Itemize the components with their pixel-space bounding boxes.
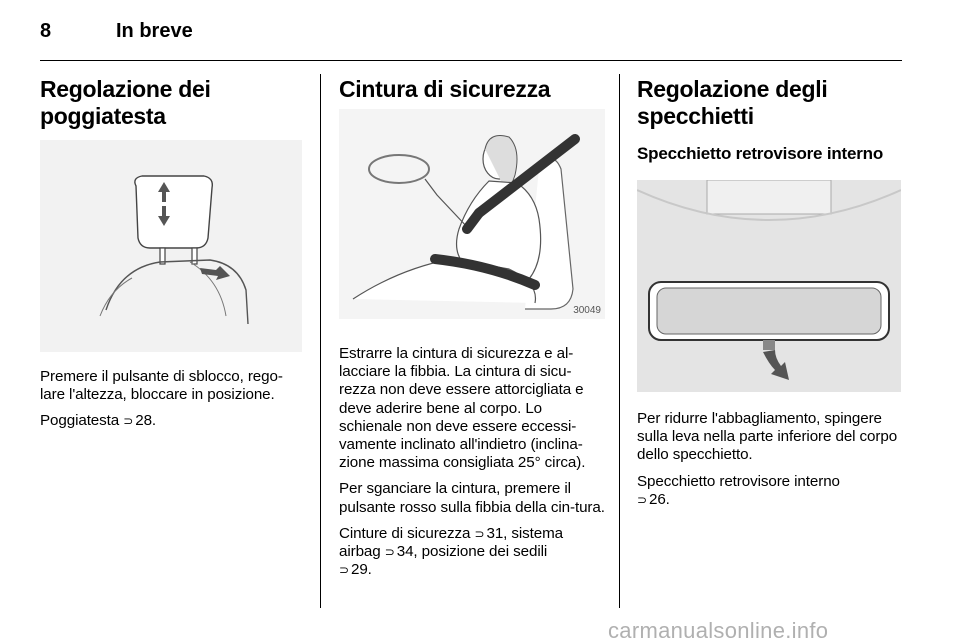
header-rule: [40, 60, 902, 61]
page-ref-icon: ⊃: [474, 526, 485, 541]
page-header: [40, 20, 900, 60]
section-title: In breve: [116, 20, 193, 42]
rearview-mirror-illustration-icon: [637, 180, 901, 392]
page-ref-icon: ⊃: [123, 414, 134, 429]
headrest-illustration-icon: [40, 140, 302, 352]
page-ref-icon: ⊃: [637, 492, 647, 507]
seatbelt-references: Cinture di sicurezza ⊃ 31, sistema airbag ⊃ 34, posizione dei sedili ⊃ 29.: [339, 524, 564, 579]
seatbelt-figure: [339, 109, 605, 319]
mirror-instructions: Per ridurre l'abbagliamento, spingere sulla leva nella parte inferiore del corpo dello specchietto.: [637, 410, 898, 464]
column-headrest: [40, 76, 302, 431]
page-ref-icon: ⊃: [339, 563, 349, 578]
seatbelt-illustration-icon: [339, 109, 605, 319]
figure-code: 30049: [573, 305, 601, 316]
page-number: 8: [40, 20, 52, 42]
column-seatbelt: [339, 76, 605, 579]
interior-mirror-subheading: Specchietto retrovisore interno: [637, 144, 884, 163]
watermark: carmanualsonline.info: [608, 618, 829, 643]
column-divider: [619, 74, 620, 608]
mirror-reference: Specchietto retrovisore interno ⊃ 26.: [637, 472, 840, 508]
headrest-reference: Poggiatesta ⊃ 28.: [40, 412, 157, 430]
mirrors-heading: Regolazione degli specchietti: [637, 76, 828, 129]
column-mirrors: [637, 76, 901, 509]
seatbelt-heading: Cintura di sicurezza: [339, 76, 551, 102]
page-ref-icon: ⊃: [384, 545, 395, 560]
seatbelt-release-instructions: Per sganciare la cintura, premere il pulsante rosso sulla fibbia della cin-tura.: [339, 480, 605, 516]
headrest-instructions: Premere il pulsante di sblocco, rego-lare l'altezza, bloccare in posizione.: [40, 368, 283, 404]
seatbelt-instructions: Estrarre la cintura di sicurezza e al-lacciare la fibbia. La cintura di sicu-rezza non deve essere attorcigliata e deve aderire bene al corpo. Lo schienale non deve essere eccessi-vamente inclinato all'indietro (inclina-zione massima consigliata 25° circa).: [339, 345, 586, 472]
column-divider: [320, 74, 321, 608]
headrest-heading: Regolazione dei poggiatesta: [40, 76, 211, 129]
